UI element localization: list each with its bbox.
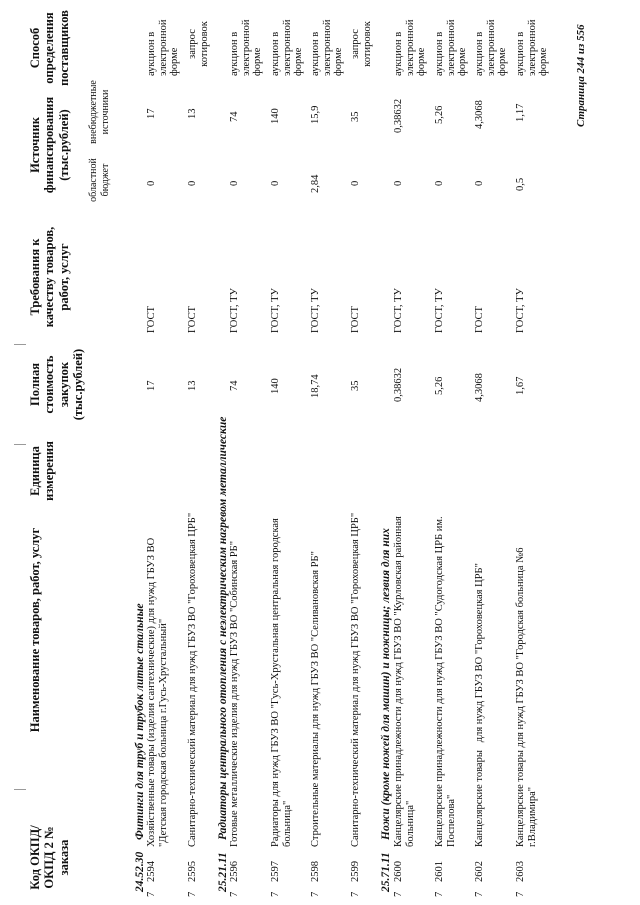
item-method: аукцион в электронной форме [229, 19, 264, 76]
row-number: 7 [434, 891, 445, 897]
item-total: 5,26 [434, 376, 445, 395]
row-number: 7 [393, 891, 404, 897]
item-extra: 74 [229, 111, 240, 122]
item-extra: 17 [146, 108, 157, 119]
item-regional: 0 [350, 180, 361, 186]
item-method: аукцион в электронной форме [474, 19, 509, 76]
item-regional: 0,5 [515, 177, 526, 191]
item-requirements: ГОСТ, ТУ [229, 288, 240, 333]
item-total: 13 [187, 380, 198, 391]
header-funding: Источник финансирования (тыс.рублей) [28, 96, 71, 194]
item-regional: 0 [474, 180, 485, 186]
section-code: 24.52.30 [134, 851, 146, 892]
item-method: запрос котировок [187, 21, 210, 67]
item-extra: 35 [350, 111, 361, 122]
item-extra: 13 [187, 108, 198, 119]
item-requirements: ГОСТ, ТУ [434, 288, 445, 333]
header-requirements: Требования к качеству товаров, работ, услуг [28, 226, 71, 328]
row-number: 7 [474, 891, 485, 897]
order-number: 2602 [474, 861, 485, 882]
item-total: 17 [146, 380, 157, 391]
header-name: Наименование товаров, работ, услуг [28, 527, 42, 733]
item-requirements: ГОСТ [187, 306, 198, 333]
row-number: 7 [350, 891, 361, 897]
item-total: 4,3068 [474, 373, 485, 402]
order-number: 2595 [187, 861, 198, 882]
item-regional: 0 [434, 180, 445, 186]
item-extra: 1,17 [515, 103, 526, 122]
section-title: Радиаторы центрального отопления с неэлектрическим нагревом металлические [217, 416, 229, 840]
order-number: 2596 [229, 861, 240, 882]
item-extra: 140 [270, 108, 281, 124]
item-regional: 0 [393, 180, 404, 186]
item-total: 140 [270, 378, 281, 394]
item-name: Хозяйственные товары (изделия сантехнические) для нужд ГБУЗ ВО "Детская городская больница г.Гусь-Хрустальный" [146, 537, 169, 847]
item-total: 35 [350, 380, 361, 391]
order-number: 2603 [515, 861, 526, 882]
section-title: Фитинги для труб и трубок литые стальные [134, 603, 146, 840]
item-name: Готовые металлические изделия для нужд ГБУЗ ВО "Собинская РБ" [229, 541, 240, 847]
header-total: Полная стоимость закупок (тыс.рублей) [28, 348, 86, 421]
order-number: 2597 [270, 861, 281, 882]
section-code: 25.21.11 [217, 852, 229, 892]
item-extra: 4,3068 [474, 100, 485, 129]
item-name: Канцелярские товары для нужд ГБУЗ ВО "Гороховецкая ЦРБ" [474, 563, 485, 847]
section-code: 25.71.11 [380, 852, 392, 892]
item-name: Санитарно-технический материал для нужд ГБУЗ ВО "Гороховецкая ЦРБ" [350, 512, 361, 847]
item-requirements: ГОСТ, ТУ [393, 288, 404, 333]
item-extra: 5,26 [434, 105, 445, 124]
order-number: 2598 [310, 861, 321, 882]
item-regional: 0 [270, 180, 281, 186]
row-number: 7 [310, 891, 321, 897]
item-method: аукцион в электронной форме [270, 19, 305, 76]
section-title: Ножи (кроме ножей для машин) и ножницы; лезвия для них [380, 528, 392, 840]
item-extra: 15,9 [310, 105, 321, 124]
item-requirements: ГОСТ, ТУ [270, 288, 281, 333]
item-name: Санитарно-технический материал для нужд ГБУЗ ВО "Гороховецкая ЦРБ" [187, 512, 198, 847]
item-name: Радиаторы для нужд ГБУЗ ВО "Гусь-Хрустальная центральная городская больница" [270, 518, 293, 847]
item-regional: 0 [229, 180, 240, 186]
item-requirements: ГОСТ, ТУ [515, 288, 526, 333]
item-name: Канцелярские принадлежности для нужд ГБУЗ ВО "Судогодская ЦРБ им. Поспелова" [434, 516, 457, 847]
item-total: 74 [229, 380, 240, 391]
column-divider [14, 344, 26, 345]
item-method: запрос котировок [350, 21, 373, 67]
page-number: Страница 244 из 556 [575, 24, 587, 127]
item-requirements: ГОСТ [474, 306, 485, 333]
header-unit: Единица измерения [28, 441, 57, 501]
header-method: Способ определения поставщиков [28, 10, 71, 86]
column-divider [14, 444, 26, 445]
order-number: 2594 [146, 861, 157, 882]
row-number: 7 [515, 891, 526, 897]
item-requirements: ГОСТ [146, 306, 157, 333]
row-number: 7 [146, 891, 157, 897]
row-number: 7 [187, 891, 198, 897]
column-divider [14, 789, 26, 790]
header-funding-extra: внебюджетные источники [88, 80, 111, 144]
item-method: аукцион в электронной форме [146, 19, 181, 76]
item-name: Канцелярские товары для нужд ГБУЗ ВО "Городская больница №6 г.Владимира" [515, 547, 538, 847]
item-regional: 2,84 [310, 174, 321, 193]
row-number: 7 [270, 891, 281, 897]
header-funding-regional: областной бюджет [88, 158, 111, 202]
item-method: аукцион в электронной форме [393, 19, 428, 76]
item-total: 0,38632 [393, 367, 404, 402]
item-method: аукцион в электронной форме [515, 19, 550, 76]
item-regional: 0 [146, 180, 157, 186]
item-total: 1,67 [515, 376, 526, 395]
item-total: 18,74 [310, 374, 321, 398]
order-number: 2599 [350, 861, 361, 882]
item-name: Строительные материалы для нужд ГБУЗ ВО "Селивановская РБ" [310, 551, 321, 847]
item-requirements: ГОСТ, ТУ [310, 288, 321, 333]
item-extra: 0,38632 [393, 98, 404, 133]
row-number: 7 [229, 891, 240, 897]
item-method: аукцион в электронной форме [434, 19, 469, 76]
item-regional: 0 [187, 180, 198, 186]
item-name: Канцелярские принадлежности для нужд ГБУЗ ВО "Курловская районная больница" [393, 516, 416, 847]
order-number: 2601 [434, 861, 445, 882]
order-number: 2600 [393, 861, 404, 882]
item-method: аукцион в электронной форме [310, 19, 345, 76]
item-requirements: ГОСТ [350, 306, 361, 333]
header-code: Код ОКПД/ ОКПД 2 № заказа [28, 825, 71, 890]
